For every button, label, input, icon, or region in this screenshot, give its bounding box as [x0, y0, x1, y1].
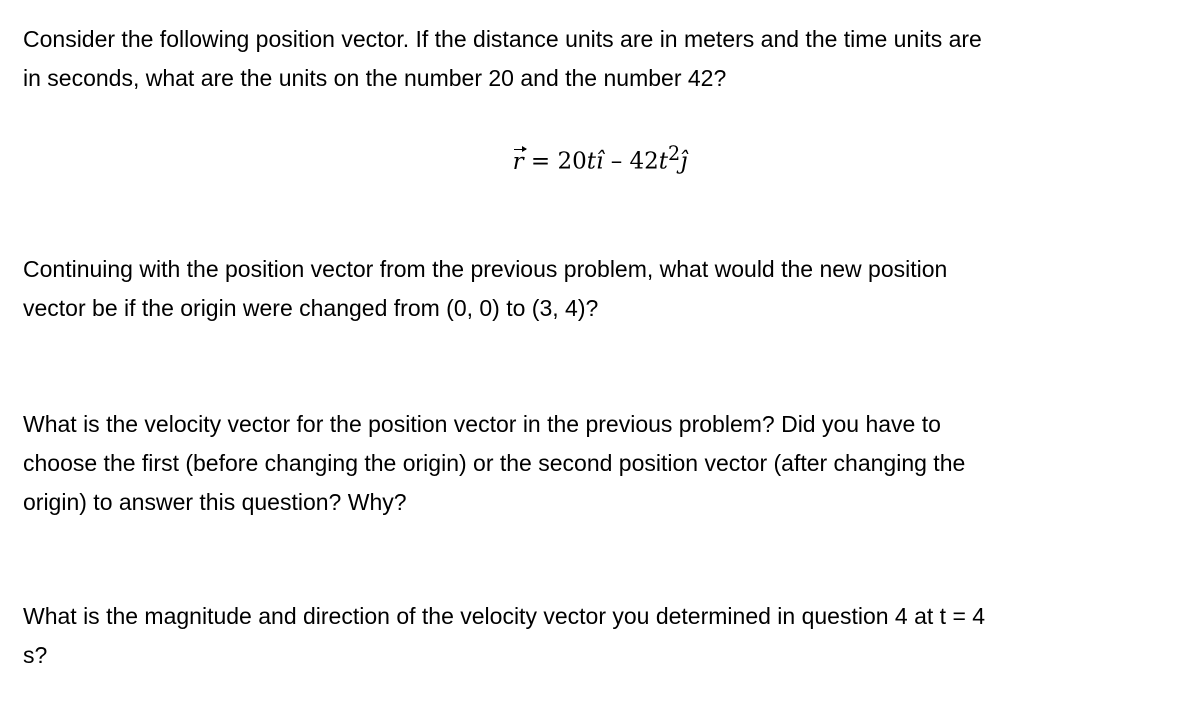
question-3-line-1: What is the velocity vector for the position vector in the previous problem? Did you have to [23, 411, 941, 437]
question-3-line-2: choose the first (before changing the origin) or the second position vector (after changing the [23, 450, 966, 476]
question-1-line-2: in seconds, what are the units on the number 20 and the number 42? [23, 65, 727, 91]
question-2-line-2: vector be if the origin were changed from (0, 0) to (3, 4)? [23, 295, 599, 321]
question-1-line-1: Consider the following position vector. If the distance units are in meters and the time units are [23, 26, 982, 52]
vector-r: r [513, 142, 524, 182]
question-3-line-3: origin) to answer this question? Why? [23, 489, 407, 515]
question-2 [23, 250, 1173, 328]
question-1 [23, 20, 1173, 98]
minus-sign: – [603, 148, 630, 175]
term2-variable: t [658, 148, 669, 175]
position-vector-equation [0, 134, 1180, 182]
equals-sign: = [523, 148, 558, 175]
question-4 [23, 597, 1173, 675]
question-4-line-2: s? [23, 642, 48, 668]
term2-exponent: 2 [668, 142, 681, 165]
term1-variable: tî [586, 148, 604, 175]
question-3 [23, 405, 1173, 522]
term2-unit-vector: ĵ [680, 148, 688, 175]
term2-coefficient: 42 [629, 148, 659, 175]
term1-coefficient: 20 [557, 148, 587, 175]
question-2-line-1: Continuing with the position vector from the previous problem, what would the new position [23, 256, 948, 282]
question-4-line-1: What is the magnitude and direction of the velocity vector you determined in question 4 at t = 4 [23, 603, 986, 629]
